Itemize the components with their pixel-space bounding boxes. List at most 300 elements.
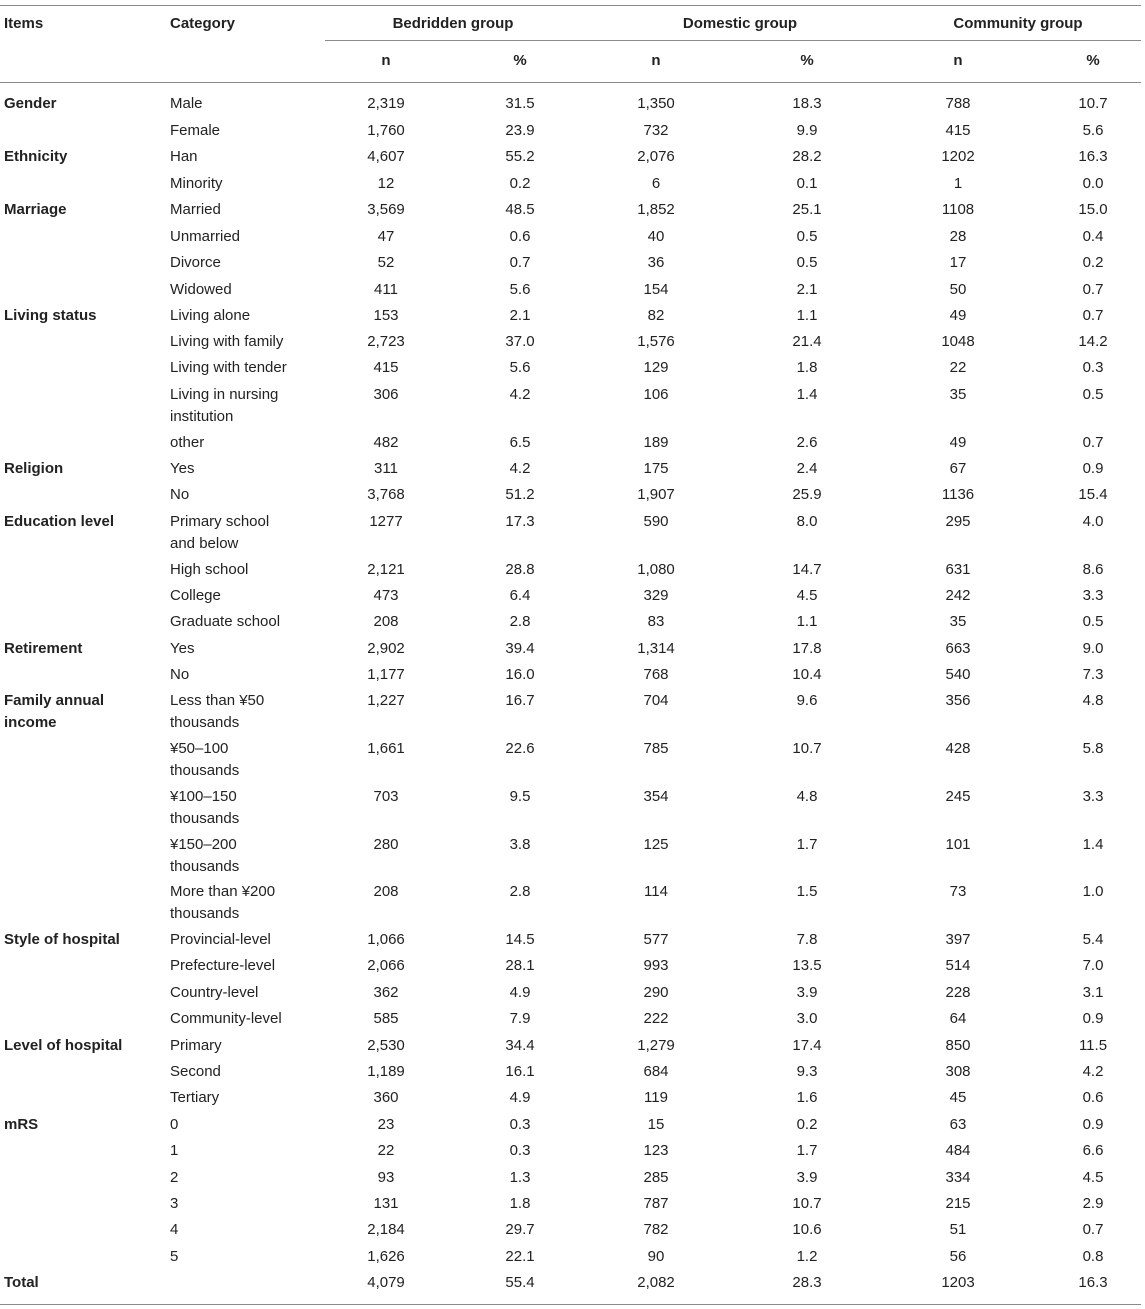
category-label: Community-level xyxy=(170,1010,282,1027)
cell-n-bedridden: 1277 xyxy=(369,513,403,530)
header-group-bedridden: Bedridden group xyxy=(392,15,514,32)
cell-n-bedridden: 311 xyxy=(374,460,398,477)
cell-pct-domestic: 21.4 xyxy=(792,333,822,350)
cell-n-community: 50 xyxy=(949,281,967,298)
category-label-line2: thousands xyxy=(170,761,240,779)
cell-pct-community: 16.3 xyxy=(1078,1274,1108,1291)
header-pct-community: % xyxy=(1086,52,1100,69)
cell-pct-domestic: 28.2 xyxy=(792,148,822,165)
cell-pct-community: 4.5 xyxy=(1082,1169,1104,1186)
category-label: Male xyxy=(170,95,203,112)
cell-pct-bedridden: 51.2 xyxy=(505,486,535,503)
cell-pct-domestic: 25.1 xyxy=(792,201,822,218)
cell-n-domestic: 1,314 xyxy=(637,640,675,657)
cell-pct-domestic: 9.9 xyxy=(796,122,818,139)
cell-pct-community: 5.4 xyxy=(1082,931,1104,948)
cell-pct-domestic: 3.0 xyxy=(796,1010,818,1027)
item-label: Total xyxy=(4,1274,39,1291)
cell-n-bedridden: 1,760 xyxy=(367,122,405,139)
cell-n-community: 35 xyxy=(949,613,967,630)
cell-n-community: 1136 xyxy=(941,486,975,503)
category-label: Minority xyxy=(170,175,223,192)
cell-n-domestic: 2,082 xyxy=(637,1274,675,1291)
cell-pct-bedridden: 14.5 xyxy=(505,931,535,948)
cell-pct-bedridden: 0.2 xyxy=(509,175,531,192)
cell-pct-domestic: 4.8 xyxy=(796,788,818,805)
cell-n-community: 45 xyxy=(949,1089,967,1106)
cell-pct-bedridden: 6.5 xyxy=(509,434,531,451)
cell-n-community: 1048 xyxy=(941,333,975,350)
cell-n-domestic: 1,907 xyxy=(637,486,675,503)
cell-pct-bedridden: 28.1 xyxy=(505,957,535,974)
cell-pct-community: 4.0 xyxy=(1082,513,1104,530)
cell-n-community: 428 xyxy=(945,740,971,757)
cell-n-community: 51 xyxy=(949,1221,967,1238)
cell-pct-community: 16.3 xyxy=(1078,148,1108,165)
cell-n-domestic: 732 xyxy=(643,122,669,139)
category-label: ¥50–100 xyxy=(170,740,229,757)
cell-n-domestic: 290 xyxy=(643,984,669,1001)
cell-n-bedridden: 482 xyxy=(373,434,399,451)
cell-n-community: 28 xyxy=(949,228,967,245)
cell-n-bedridden: 473 xyxy=(373,587,399,604)
cell-n-domestic: 82 xyxy=(647,307,665,324)
cell-pct-bedridden: 22.1 xyxy=(505,1248,535,1265)
cell-n-domestic: 6 xyxy=(651,175,661,192)
cell-n-bedridden: 208 xyxy=(373,613,399,630)
cell-pct-community: 0.6 xyxy=(1082,1089,1104,1106)
cell-pct-community: 0.0 xyxy=(1082,175,1104,192)
cell-n-domestic: 2,076 xyxy=(637,148,675,165)
category-label: No xyxy=(170,666,190,683)
cell-n-bedridden: 415 xyxy=(373,359,399,376)
cell-n-bedridden: 2,723 xyxy=(367,333,405,350)
category-label: other xyxy=(170,434,205,451)
cell-pct-community: 4.2 xyxy=(1082,1063,1104,1080)
cell-n-community: 56 xyxy=(949,1248,967,1265)
cell-n-bedridden: 306 xyxy=(373,386,399,403)
item-label-line2: income xyxy=(4,713,57,731)
cell-pct-bedridden: 0.7 xyxy=(509,254,531,271)
cell-pct-community: 1.4 xyxy=(1082,836,1104,853)
cell-pct-bedridden: 5.6 xyxy=(509,359,531,376)
cell-pct-domestic: 9.3 xyxy=(796,1063,818,1080)
category-label: 5 xyxy=(170,1248,179,1265)
category-label: Primary xyxy=(170,1037,222,1054)
cell-n-bedridden: 2,184 xyxy=(367,1221,405,1238)
category-label: High school xyxy=(170,561,249,578)
cell-pct-bedridden: 28.8 xyxy=(505,561,535,578)
header-group-domestic: Domestic group xyxy=(682,15,798,32)
cell-n-community: 514 xyxy=(945,957,971,974)
category-label: 2 xyxy=(170,1169,179,1186)
cell-n-domestic: 1,279 xyxy=(637,1037,675,1054)
cell-n-bedridden: 3,768 xyxy=(367,486,405,503)
cell-pct-bedridden: 1.3 xyxy=(509,1169,531,1186)
cell-n-domestic: 704 xyxy=(643,692,669,709)
cell-pct-community: 0.7 xyxy=(1082,307,1104,324)
cell-pct-bedridden: 48.5 xyxy=(505,201,535,218)
category-label: Provincial-level xyxy=(170,931,271,948)
cell-pct-bedridden: 4.2 xyxy=(509,460,531,477)
cell-pct-bedridden: 55.4 xyxy=(505,1274,535,1291)
cell-pct-domestic: 1.6 xyxy=(796,1089,818,1106)
cell-n-community: 663 xyxy=(945,640,971,657)
category-label: Graduate school xyxy=(170,613,281,630)
cell-pct-domestic: 10.7 xyxy=(792,1195,822,1212)
cell-n-bedridden: 3,569 xyxy=(367,201,405,218)
cell-pct-community: 15.4 xyxy=(1078,486,1108,503)
cell-n-domestic: 36 xyxy=(647,254,665,271)
cell-pct-community: 0.7 xyxy=(1082,1221,1104,1238)
cell-pct-bedridden: 16.0 xyxy=(505,666,535,683)
cell-n-bedridden: 1,066 xyxy=(367,931,405,948)
cell-n-bedridden: 2,319 xyxy=(367,95,405,112)
cell-pct-domestic: 10.7 xyxy=(792,740,822,757)
cell-n-domestic: 354 xyxy=(643,788,669,805)
cell-n-domestic: 1,852 xyxy=(637,201,675,218)
cell-n-bedridden: 362 xyxy=(373,984,399,1001)
cell-n-community: 397 xyxy=(945,931,971,948)
cell-n-domestic: 123 xyxy=(643,1142,669,1159)
cell-n-bedridden: 1,626 xyxy=(367,1248,405,1265)
cell-n-bedridden: 1,661 xyxy=(367,740,405,757)
category-label: 3 xyxy=(170,1195,179,1212)
cell-pct-community: 0.5 xyxy=(1082,613,1104,630)
cell-pct-bedridden: 2.8 xyxy=(509,613,531,630)
header-items: Items xyxy=(4,15,44,32)
category-label: ¥100–150 xyxy=(170,788,237,805)
cell-n-community: 63 xyxy=(949,1116,967,1133)
category-label: Living in nursing xyxy=(170,386,279,403)
cell-pct-bedridden: 37.0 xyxy=(505,333,535,350)
cell-n-domestic: 785 xyxy=(643,740,669,757)
cell-n-domestic: 787 xyxy=(643,1195,669,1212)
category-label: Han xyxy=(170,148,198,165)
cell-n-community: 631 xyxy=(945,561,971,578)
cell-n-bedridden: 1,227 xyxy=(367,692,405,709)
category-label: Female xyxy=(170,122,221,139)
cell-pct-community: 0.7 xyxy=(1082,281,1104,298)
cell-pct-domestic: 7.8 xyxy=(796,931,818,948)
header-n-community: n xyxy=(953,52,963,69)
cell-pct-community: 0.9 xyxy=(1082,1010,1104,1027)
category-label-line2: thousands xyxy=(170,857,240,875)
cell-n-community: 101 xyxy=(945,836,971,853)
cell-n-community: 22 xyxy=(949,359,967,376)
cell-pct-domestic: 3.9 xyxy=(796,984,818,1001)
cell-n-bedridden: 1,177 xyxy=(367,666,405,683)
cell-pct-domestic: 13.5 xyxy=(792,957,822,974)
cell-pct-domestic: 1.2 xyxy=(796,1248,818,1265)
cell-n-domestic: 154 xyxy=(643,281,669,298)
cell-n-community: 64 xyxy=(949,1010,967,1027)
category-label: 4 xyxy=(170,1221,179,1238)
cell-n-community: 308 xyxy=(945,1063,971,1080)
cell-n-community: 334 xyxy=(945,1169,971,1186)
category-label: ¥150–200 xyxy=(170,836,237,853)
cell-pct-domestic: 2.6 xyxy=(796,434,818,451)
cell-pct-community: 9.0 xyxy=(1082,640,1104,657)
cell-pct-community: 0.8 xyxy=(1082,1248,1104,1265)
cell-pct-domestic: 10.6 xyxy=(792,1221,822,1238)
category-label: Yes xyxy=(170,640,195,657)
cell-pct-domestic: 17.4 xyxy=(792,1037,822,1054)
cell-n-bedridden: 411 xyxy=(374,281,398,298)
cell-n-bedridden: 585 xyxy=(373,1010,399,1027)
item-label: Gender xyxy=(4,95,57,112)
cell-n-bedridden: 23 xyxy=(377,1116,395,1133)
cell-pct-bedridden: 0.3 xyxy=(509,1142,531,1159)
cell-pct-domestic: 1.8 xyxy=(796,359,818,376)
category-label: Prefecture-level xyxy=(170,957,276,974)
category-label: Divorce xyxy=(170,254,221,271)
cell-n-bedridden: 280 xyxy=(373,836,399,853)
cell-pct-domestic: 1.1 xyxy=(796,613,818,630)
cell-n-bedridden: 47 xyxy=(377,228,395,245)
header-bottom-rule xyxy=(0,82,1141,83)
cell-pct-bedridden: 2.1 xyxy=(509,307,531,324)
cell-n-community: 1108 xyxy=(941,201,975,218)
cell-pct-domestic: 0.5 xyxy=(796,228,818,245)
cell-n-domestic: 782 xyxy=(643,1221,669,1238)
cell-n-domestic: 90 xyxy=(647,1248,665,1265)
item-label: Style of hospital xyxy=(4,931,120,948)
cell-pct-community: 1.0 xyxy=(1082,883,1104,900)
cell-pct-domestic: 25.9 xyxy=(792,486,822,503)
cell-pct-community: 4.8 xyxy=(1082,692,1104,709)
cell-n-domestic: 15 xyxy=(647,1116,665,1133)
cell-pct-bedridden: 4.9 xyxy=(509,984,531,1001)
cell-n-community: 356 xyxy=(945,692,971,709)
category-label: Second xyxy=(170,1063,221,1080)
cell-pct-bedridden: 0.6 xyxy=(509,228,531,245)
cell-n-community: 215 xyxy=(945,1195,971,1212)
cell-n-domestic: 175 xyxy=(643,460,669,477)
cell-pct-bedridden: 23.9 xyxy=(505,122,535,139)
cell-n-community: 540 xyxy=(945,666,971,683)
category-label: Living with family xyxy=(170,333,284,350)
category-label: College xyxy=(170,587,221,604)
cell-n-domestic: 590 xyxy=(643,513,669,530)
cell-pct-community: 15.0 xyxy=(1078,201,1108,218)
top-rule xyxy=(0,5,1141,6)
cell-pct-domestic: 1.5 xyxy=(796,883,818,900)
category-label-line2: institution xyxy=(170,407,234,425)
cell-pct-domestic: 1.4 xyxy=(796,386,818,403)
cell-n-domestic: 1,350 xyxy=(637,95,675,112)
cell-pct-domestic: 1.7 xyxy=(796,1142,818,1159)
category-label: Primary school xyxy=(170,513,270,530)
header-pct-domestic: % xyxy=(800,52,814,69)
cell-pct-bedridden: 39.4 xyxy=(505,640,535,657)
cell-n-bedridden: 93 xyxy=(377,1169,395,1186)
cell-n-domestic: 993 xyxy=(643,957,669,974)
cell-pct-bedridden: 4.2 xyxy=(509,386,531,403)
cell-pct-community: 0.4 xyxy=(1082,228,1104,245)
category-label-line2: thousands xyxy=(170,713,240,731)
cell-pct-community: 14.2 xyxy=(1078,333,1108,350)
cell-pct-bedridden: 16.1 xyxy=(505,1063,535,1080)
cell-pct-community: 3.1 xyxy=(1082,984,1104,1001)
cell-n-community: 415 xyxy=(945,122,971,139)
header-n-domestic: n xyxy=(651,52,661,69)
cell-pct-community: 0.9 xyxy=(1082,1116,1104,1133)
cell-pct-community: 2.9 xyxy=(1082,1195,1104,1212)
cell-pct-bedridden: 0.3 xyxy=(509,1116,531,1133)
cell-n-community: 1202 xyxy=(941,148,975,165)
cell-pct-bedridden: 34.4 xyxy=(505,1037,535,1054)
cell-n-community: 484 xyxy=(945,1142,971,1159)
cell-pct-domestic: 8.0 xyxy=(796,513,818,530)
cell-pct-domestic: 17.8 xyxy=(792,640,822,657)
cell-pct-domestic: 1.1 xyxy=(796,307,818,324)
item-label: Family annual xyxy=(4,692,105,709)
cell-n-community: 850 xyxy=(945,1037,971,1054)
cell-pct-community: 11.5 xyxy=(1078,1037,1108,1054)
cell-pct-domestic: 9.6 xyxy=(796,692,818,709)
cell-pct-domestic: 14.7 xyxy=(792,561,822,578)
cell-n-domestic: 106 xyxy=(643,386,669,403)
cell-pct-community: 5.6 xyxy=(1082,122,1104,139)
item-label: mRS xyxy=(4,1116,39,1133)
item-label: Living status xyxy=(4,307,97,324)
cell-pct-bedridden: 9.5 xyxy=(509,788,531,805)
cell-pct-domestic: 0.2 xyxy=(796,1116,818,1133)
cell-pct-community: 10.7 xyxy=(1078,95,1108,112)
cell-n-domestic: 129 xyxy=(643,359,669,376)
cell-n-bedridden: 360 xyxy=(373,1089,399,1106)
category-label-line2: and below xyxy=(170,534,239,552)
category-label: Married xyxy=(170,201,221,218)
cell-n-bedridden: 4,079 xyxy=(367,1274,405,1291)
category-label: Living alone xyxy=(170,307,251,324)
cell-n-domestic: 1,576 xyxy=(637,333,675,350)
cell-n-bedridden: 2,902 xyxy=(367,640,405,657)
cell-pct-community: 8.6 xyxy=(1082,561,1104,578)
cell-pct-bedridden: 31.5 xyxy=(505,95,535,112)
cell-n-domestic: 125 xyxy=(643,836,669,853)
cell-pct-bedridden: 1.8 xyxy=(509,1195,531,1212)
category-label: Less than ¥50 xyxy=(170,692,265,709)
cell-n-domestic: 40 xyxy=(647,228,665,245)
cell-pct-domestic: 0.5 xyxy=(796,254,818,271)
category-label-line2: thousands xyxy=(170,904,240,922)
cell-pct-bedridden: 55.2 xyxy=(505,148,535,165)
cell-n-bedridden: 703 xyxy=(373,788,399,805)
cell-pct-bedridden: 17.3 xyxy=(505,513,535,530)
cell-n-domestic: 189 xyxy=(643,434,669,451)
cell-pct-domestic: 28.3 xyxy=(792,1274,822,1291)
cell-n-domestic: 577 xyxy=(643,931,669,948)
cell-pct-domestic: 10.4 xyxy=(792,666,822,683)
cell-pct-domestic: 2.1 xyxy=(796,281,818,298)
cell-n-community: 1 xyxy=(953,175,963,192)
cell-n-domestic: 684 xyxy=(643,1063,669,1080)
category-label: Country-level xyxy=(170,984,259,1001)
cell-n-domestic: 114 xyxy=(644,883,668,900)
cell-pct-domestic: 4.5 xyxy=(796,587,818,604)
item-label: Education level xyxy=(4,513,115,530)
header-group-community: Community group xyxy=(953,15,1083,32)
cell-n-bedridden: 4,607 xyxy=(367,148,405,165)
cell-pct-bedridden: 7.9 xyxy=(509,1010,531,1027)
cell-pct-bedridden: 22.6 xyxy=(505,740,535,757)
category-label: More than ¥200 xyxy=(170,883,276,900)
cell-pct-community: 3.3 xyxy=(1082,587,1104,604)
category-label-line2: thousands xyxy=(170,809,240,827)
cell-pct-community: 7.3 xyxy=(1082,666,1104,683)
cell-n-community: 49 xyxy=(949,434,967,451)
cell-n-bedridden: 52 xyxy=(377,254,395,271)
cell-n-community: 228 xyxy=(945,984,971,1001)
cell-pct-community: 0.9 xyxy=(1082,460,1104,477)
cell-n-domestic: 768 xyxy=(643,666,669,683)
cell-pct-bedridden: 16.7 xyxy=(505,692,535,709)
cell-pct-domestic: 18.3 xyxy=(792,95,822,112)
cell-n-bedridden: 153 xyxy=(373,307,399,324)
cell-n-bedridden: 2,121 xyxy=(367,561,405,578)
cell-n-community: 295 xyxy=(945,513,971,530)
cell-n-bedridden: 131 xyxy=(373,1195,399,1212)
category-label: Yes xyxy=(170,460,195,477)
cell-pct-community: 6.6 xyxy=(1082,1142,1104,1159)
cell-n-domestic: 285 xyxy=(643,1169,669,1186)
cell-pct-bedridden: 29.7 xyxy=(505,1221,535,1238)
category-label: Unmarried xyxy=(170,228,241,245)
cell-n-community: 35 xyxy=(949,386,967,403)
cell-n-bedridden: 208 xyxy=(373,883,399,900)
cell-pct-domestic: 1.7 xyxy=(796,836,818,853)
cell-n-community: 17 xyxy=(949,254,967,271)
group-underline xyxy=(325,40,1141,41)
cell-n-domestic: 222 xyxy=(643,1010,669,1027)
item-label: Marriage xyxy=(4,201,67,218)
cell-n-domestic: 329 xyxy=(643,587,669,604)
cell-n-community: 73 xyxy=(949,883,967,900)
header-n-bedridden: n xyxy=(381,52,391,69)
cell-n-community: 788 xyxy=(945,95,971,112)
cell-pct-bedridden: 3.8 xyxy=(509,836,531,853)
cell-pct-domestic: 0.1 xyxy=(796,175,818,192)
item-label: Retirement xyxy=(4,640,83,657)
cell-n-community: 1203 xyxy=(941,1274,975,1291)
cell-n-community: 49 xyxy=(949,307,967,324)
category-label: Widowed xyxy=(170,281,232,298)
cell-pct-domestic: 2.4 xyxy=(796,460,818,477)
cell-pct-community: 0.5 xyxy=(1082,386,1104,403)
category-label: 0 xyxy=(170,1116,179,1133)
category-label: 1 xyxy=(170,1142,179,1159)
cell-n-community: 245 xyxy=(945,788,971,805)
cell-n-bedridden: 22 xyxy=(377,1142,395,1159)
cell-n-domestic: 1,080 xyxy=(637,561,675,578)
cell-n-bedridden: 2,066 xyxy=(367,957,405,974)
cell-pct-community: 0.3 xyxy=(1082,359,1104,376)
cell-n-domestic: 83 xyxy=(647,613,665,630)
category-label: Living with tender xyxy=(170,359,287,376)
item-label: Ethnicity xyxy=(4,148,68,165)
cell-pct-community: 7.0 xyxy=(1082,957,1104,974)
category-label: Tertiary xyxy=(170,1089,220,1106)
cell-n-community: 242 xyxy=(945,587,971,604)
cell-n-bedridden: 12 xyxy=(377,175,395,192)
cell-pct-bedridden: 5.6 xyxy=(509,281,531,298)
category-label: No xyxy=(170,486,190,503)
cell-pct-bedridden: 4.9 xyxy=(509,1089,531,1106)
header-pct-bedridden: % xyxy=(513,52,527,69)
cell-pct-community: 0.2 xyxy=(1082,254,1104,271)
